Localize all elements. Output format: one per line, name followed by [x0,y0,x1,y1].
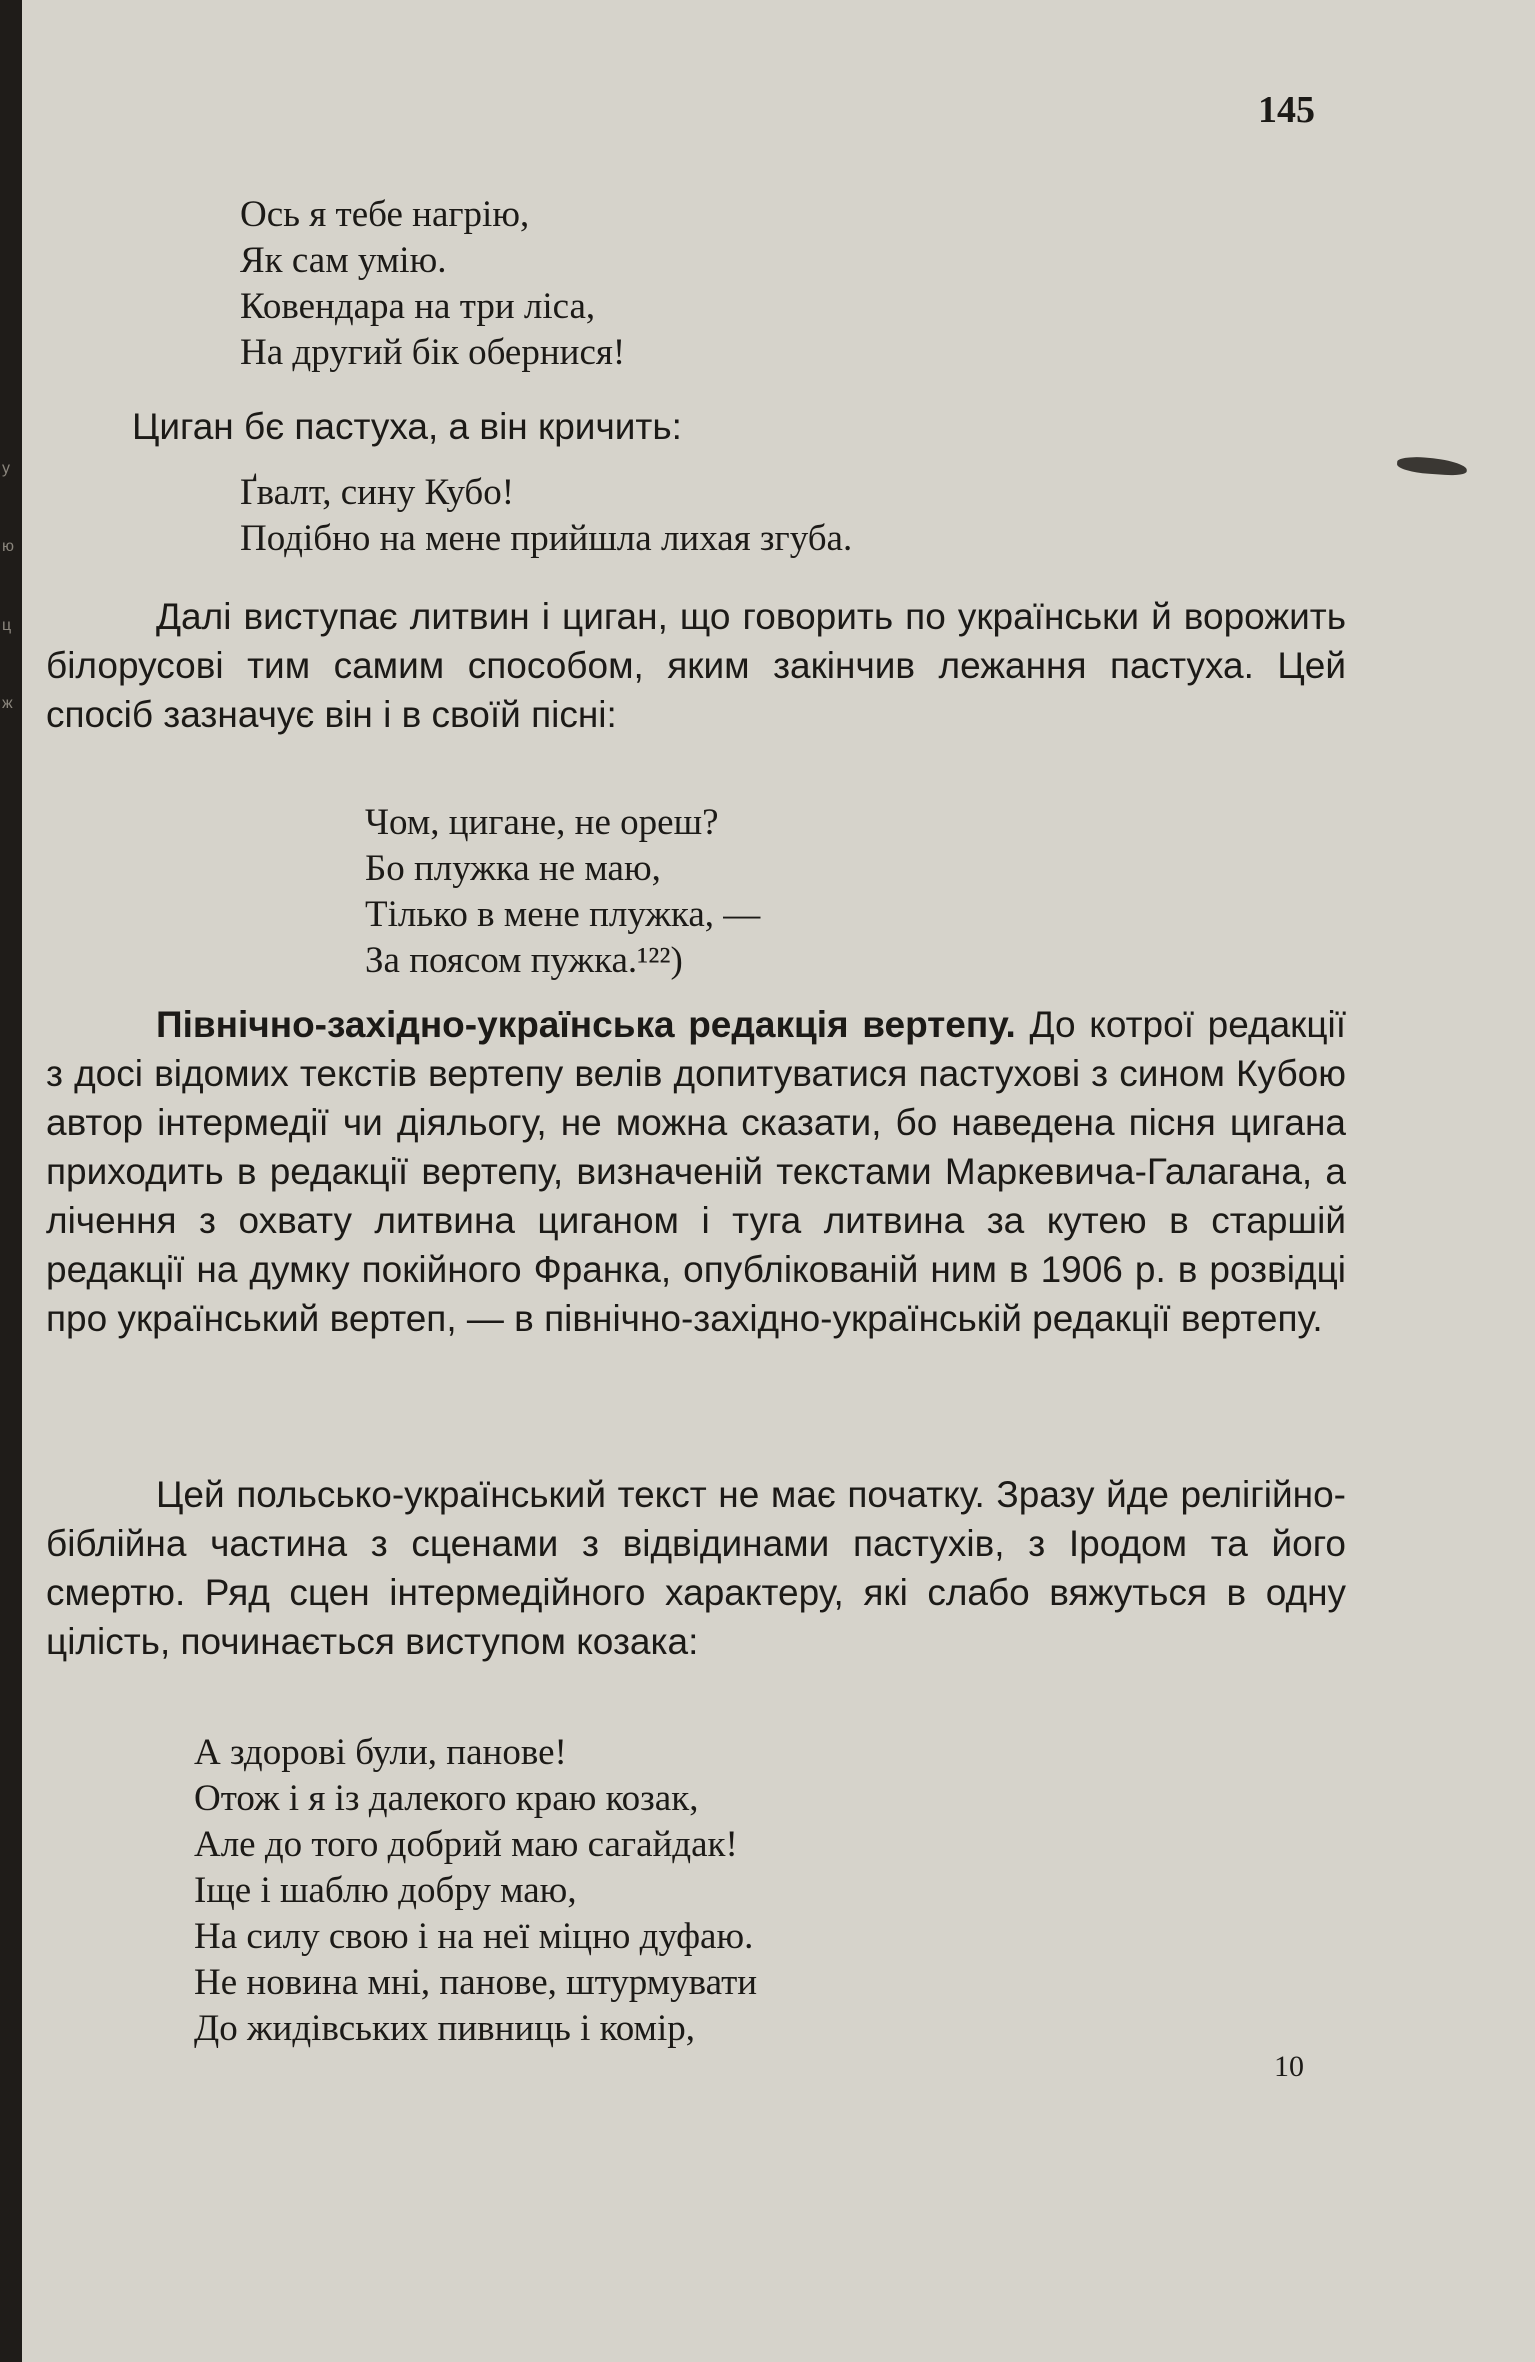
book-gutter [0,0,22,2362]
verse-line: Бо плужка не маю, [365,848,661,889]
ink-blot-mark [1397,456,1468,477]
signature-number: 10 [1274,2050,1304,2083]
verse-line: Ґвалт, сину Кубо! [240,472,515,513]
verse-line: Ось я тебе нагрію, [240,194,530,235]
verse-line: Як сам умію. [240,240,447,281]
verse-line: На силу свою і на неї міцно дуфаю. [194,1916,754,1957]
verse-line: До жидівських пивниць і комір, [194,2008,695,2049]
verse-line: Тілько в мене плужка, — [365,894,761,935]
paragraph-2: Далі виступає литвин і циган, що говорить по українськи й ворожить білорусові тим самим способом, яким закінчив лежання пастуха. Цей спосіб зазначує він і в своїй пісні: [46,596,1346,735]
verse-line: Іще і шаблю добру маю, [194,1870,577,1911]
verse-1 [240,192,625,376]
paragraph-stage-direction: Циган бє пастуха, а він кричить: [132,406,682,447]
verse-line: А здорові були, панове! [194,1732,567,1773]
verse-line: Чом, цигане, не ореш? [365,802,719,843]
paragraph-4: Цей польсько-український текст не має початку. Зразу йде релігійно-біблійна частина з сценами з відвідинами пастухів, з Іродом та його смертю. Ряд сцен інтермедійного характеру, які слабо вяжуться в одну цілість, починається виступом козака: [46,1474,1346,1662]
section-heading: Північно-західно-українська редакція вертепу. [156,1004,1016,1045]
verse-2 [240,470,852,562]
verse-line: Не новина мні, панове, штурмувати [194,1962,758,2003]
verse-line: На другий бік обернися! [240,332,626,373]
paragraph-3: Північно-західно-українська редакція вертепу. До котрої редакції з досі відомих текстів вертепу велів допитуватися пастухові з сином Кубою автор інтермедії чи діяльогу, не можна сказати, бо наведена пісня цигана приходить в редакції вертепу, визначеній текстами Маркевича-Галагана, а лічення з охвату литвина циганом і туга литвина за кутею в старшій редакції на думку покійного Франка, опублікованій ним в 1906 р. в розвідці про український вертеп, — в північно-західно-українській редакції вертепу. [46,1004,1347,1339]
verse-3 [365,800,760,984]
verse-line: Але до того добрий маю сагайдак! [194,1824,738,1865]
verse-line: За поясом пужка.¹²²) [365,940,683,981]
book-page [22,0,1535,2362]
verse-line: Ковендара на три ліса, [240,286,596,327]
verse-4 [194,1730,757,2052]
gutter-fragments: у ю ц ж [2,460,14,713]
page-number: 145 [1258,89,1315,131]
verse-line: Отож і я із далекого краю козак, [194,1778,699,1819]
verse-line: Подібно на мене прийшла лихая згуба. [240,518,853,559]
